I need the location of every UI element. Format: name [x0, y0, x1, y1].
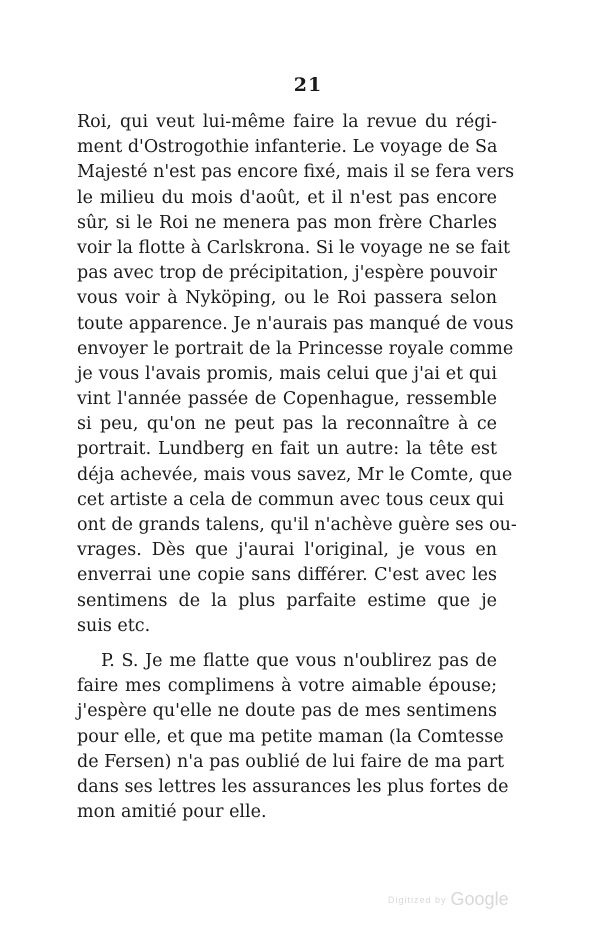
text-line: de Fersen) n'a pas oublié de lui faire de ma part: [77, 751, 505, 772]
letter-text: [77, 110, 517, 825]
text-line: ment d'Ostrogothie infanterie. Le voyage de Sa: [77, 137, 498, 158]
text-line: vint l'année passée de Copenhague, ressemble: [77, 389, 497, 410]
text-line: j'espère qu'elle ne doute pas de mes sentimens: [77, 701, 497, 722]
text-line: Majesté n'est pas encore fixé, mais il se fera vers: [77, 162, 515, 183]
paragraph-gap: [77, 639, 497, 649]
watermark-prefix: Digitized by: [388, 895, 447, 906]
text-line: faire mes complimens à votre aimable épouse;: [77, 676, 497, 697]
text-line: toute apparence. Je n'aurais pas manqué de vous: [77, 313, 514, 334]
text-line: je vous l'avais promis, mais celui que j'ai et qui: [77, 363, 497, 384]
text-line: sentimens de la plus parfaite estime que je: [77, 590, 497, 611]
text-line: ont de grands talens, qu'il n'achève guère ses ou-: [77, 515, 517, 535]
text-line: pas avec trop de précipitation, j'espère pouvoir: [77, 263, 497, 284]
text-line: envoyer le portrait de la Princesse royale comme: [77, 338, 514, 359]
text-line: portrait. Lundberg en fait un autre: la tête est: [77, 439, 497, 460]
paragraph-1: [77, 110, 517, 639]
text-line: déja achevée, mais vous savez, Mr le Comte, que: [77, 464, 513, 485]
text-line: suis etc.: [77, 615, 151, 636]
paragraph-postscript: [77, 649, 509, 825]
watermark-brand: Google: [450, 889, 509, 909]
text-line: vrages. Dès que j'aurai l'original, je vous en: [77, 540, 497, 561]
digitized-watermark: [388, 889, 518, 911]
text-line: voir la flotte à Carlskrona. Si le voyage ne se fait: [77, 237, 510, 258]
text-line: dans ses lettres les assurances les plus fortes de: [77, 776, 509, 797]
text-line: enverrai une copie sans différer. C'est avec les: [77, 565, 497, 586]
text-line: le milieu du mois d'août, et il n'est pas encore: [77, 187, 497, 208]
text-line: si peu, qu'on ne peut pas la reconnaître à ce: [77, 414, 497, 435]
text-line: sûr, si le Roi ne menera pas mon frère Charles: [77, 212, 497, 233]
text-line: vous voir à Nyköping, ou le Roi passera selon: [77, 288, 497, 309]
text-line: mon amitié pour elle.: [77, 802, 267, 823]
page-number: 21: [293, 74, 323, 96]
text-line: P. S. Je me flatte que vous n'oublirez pas de: [101, 650, 497, 671]
text-line: Roi, qui veut lui-même faire la revue du régi-: [77, 112, 497, 132]
text-line: cet artiste a cela de commun avec tous ceux qui: [77, 489, 504, 510]
text-line: pour elle, et que ma petite maman (la Comtesse: [77, 726, 504, 747]
